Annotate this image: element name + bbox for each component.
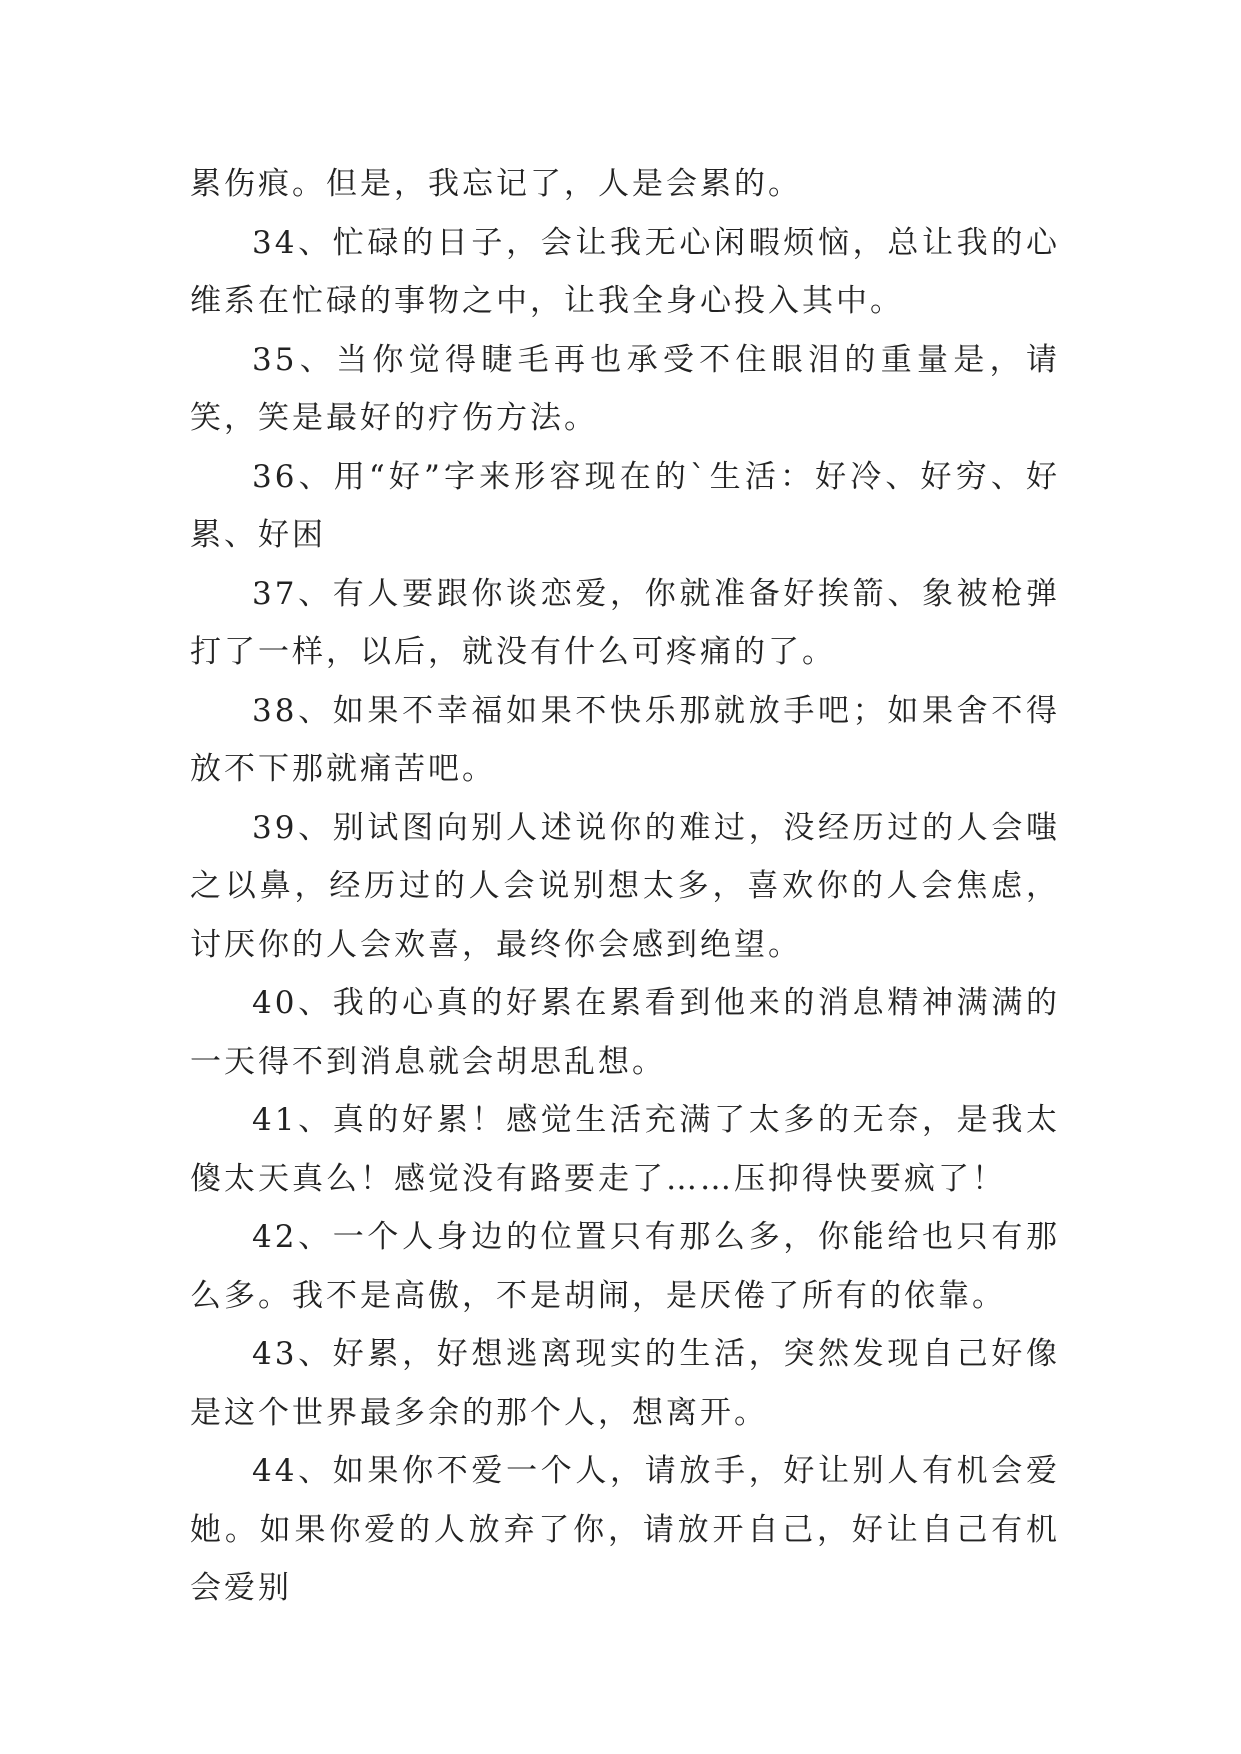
paragraph-continuation: 累伤痕。但是，我忘记了，人是会累的。 bbox=[190, 166, 802, 202]
paragraph-38: 38、如果不幸福如果不快乐那就放手吧；如果舍不得放不下那就痛苦吧。 bbox=[190, 692, 1060, 787]
paragraph-34: 34、忙碌的日子，会让我无心闲暇烦恼，总让我的心维系在忙碌的事物之中，让我全身心投入其中。 bbox=[190, 224, 1060, 319]
paragraph-37: 37、有人要跟你谈恋爱，你就准备好挨箭、象被枪弹打了一样，以后，就没有什么可疼痛的了。 bbox=[190, 575, 1060, 670]
paragraph-35: 35、当你觉得睫毛再也承受不住眼泪的重量是，请笑，笑是最好的疗伤方法。 bbox=[190, 341, 1060, 436]
paragraph-43: 43、好累，好想逃离现实的生活，突然发现自己好像是这个世界最多余的那个人，想离开。 bbox=[190, 1336, 1060, 1431]
paragraph-42: 42、一个人身边的位置只有那么多，你能给也只有那么多。我不是高傲，不是胡闹，是厌倦了所有的依靠。 bbox=[190, 1219, 1060, 1314]
document-body bbox=[190, 155, 1060, 1618]
paragraph-44: 44、如果你不爱一个人，请放手，好让别人有机会爱她。如果你爱的人放弃了你，请放开自己，好让自己有机会爱别 bbox=[190, 1453, 1060, 1606]
paragraph-40: 40、我的心真的好累在累看到他来的消息精神满满的一天得不到消息就会胡思乱想。 bbox=[190, 985, 1060, 1080]
paragraph-41: 41、真的好累！感觉生活充满了太多的无奈，是我太傻太天真么！感觉没有路要走了……压抑得快要疯了！ bbox=[190, 1102, 1060, 1197]
paragraph-36: 36、用“好”字来形容现在的`生活：好冷、好穷、好累、好困 bbox=[190, 458, 1060, 553]
paragraph-39: 39、别试图向别人述说你的难过，没经历过的人会嗤之以鼻，经历过的人会说别想太多，喜欢你的人会焦虑，讨厌你的人会欢喜，最终你会感到绝望。 bbox=[190, 809, 1060, 963]
